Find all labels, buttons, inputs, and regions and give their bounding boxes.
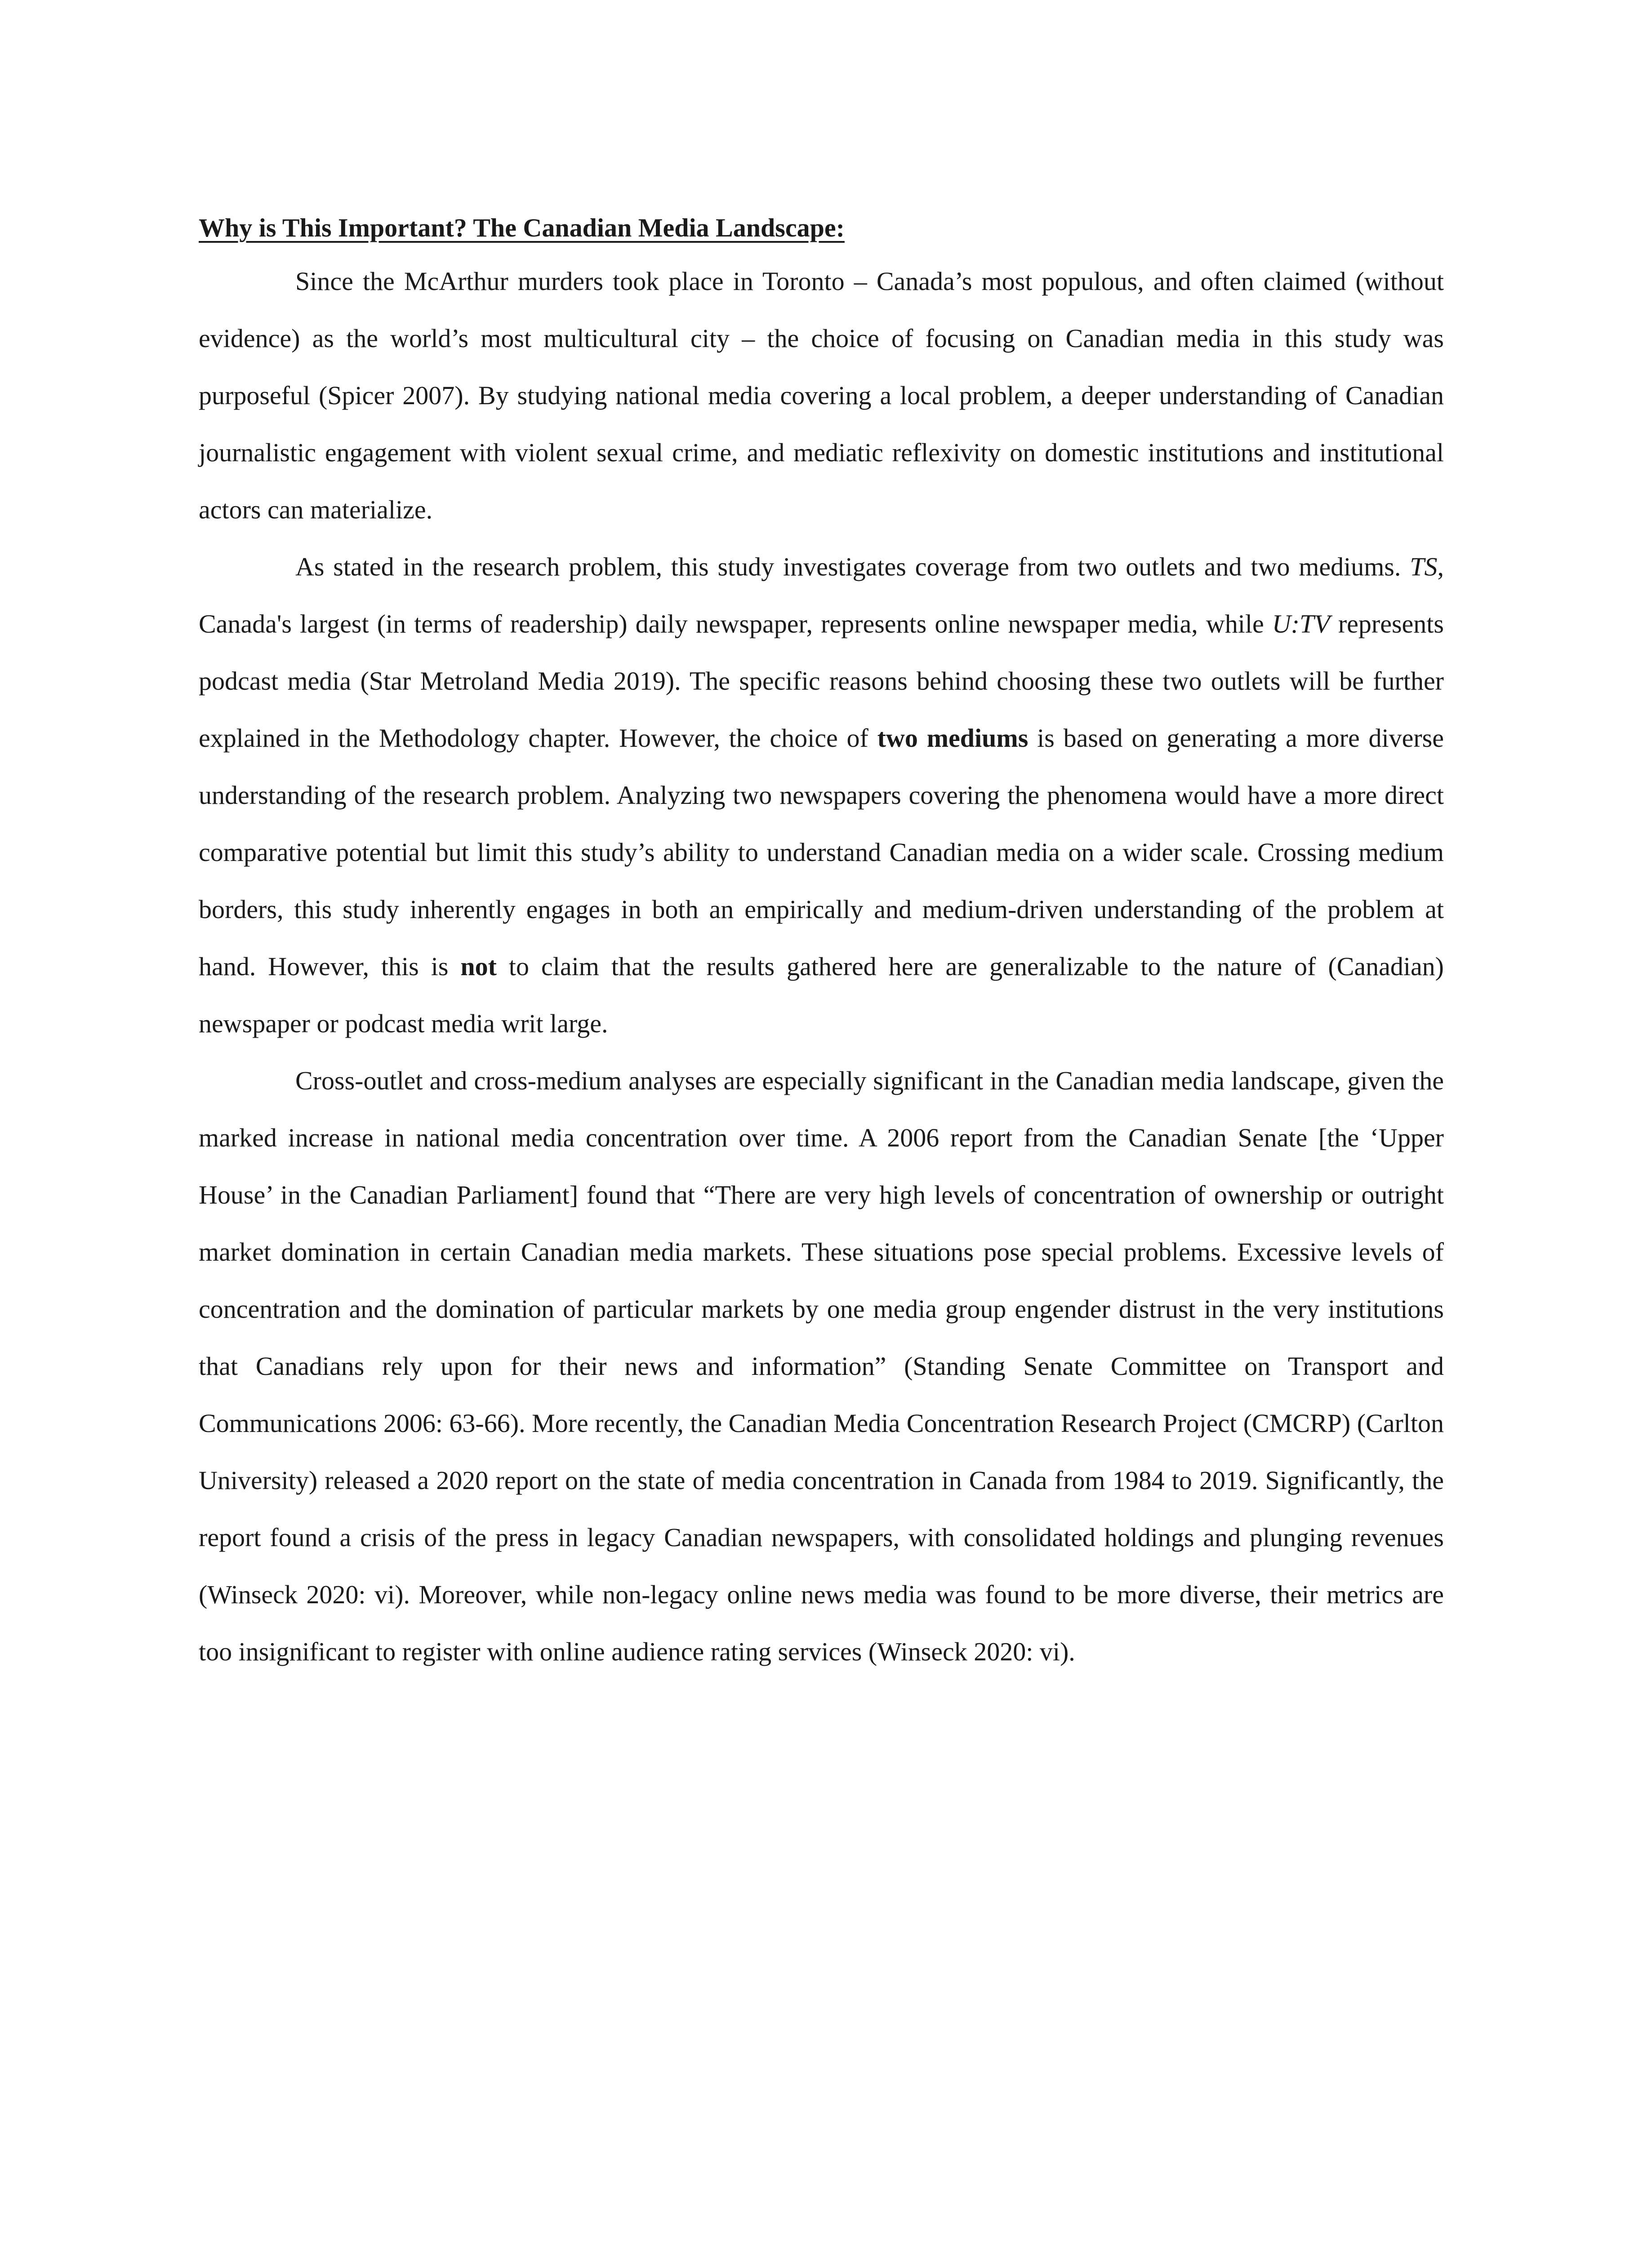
paragraph-3: Cross-outlet and cross-medium analyses are especially significant in the Canadian media landscape, given the marked increase in national media concentration over time. A 2006 report from the Canadian Senate [the ‘Upper House’ in the Canadian Parliament] found that “There are very high levels of concentration of ownership or outright market domination in certain Canadian media markets. These situations pose special problems. Excessive levels of concentration and the domination of particular markets by one media group engender distrust in the very institutions that Canadians rely upon for their news and information” (Standing Senate Committee on Transport and Communications 2006: 63-66). More recently, the Canadian Media Concentration Research Project (CMCRP) (Carlton University) released a 2020 report on the state of media concentration in Canada from 1984 to 2019. Significantly, the report found a crisis of the press in legacy Canadian newspapers, with consolidated holdings and plunging revenues (Winseck 2020: vi). Moreover, while non-legacy online news media was found to be more diverse, their metrics are too insignificant to register with online audience rating services (Winseck 2020: vi).	[199, 1066, 1444, 1666]
bold-not: not	[460, 952, 497, 981]
bold-two-mediums: two mediums	[877, 723, 1029, 753]
ts-abbreviation: TS	[1410, 552, 1438, 581]
utv-abbreviation: U:TV	[1272, 609, 1330, 638]
paragraph-2	[199, 538, 1444, 1052]
paragraph-1: Since the McArthur murders took place in Toronto – Canada’s most populous, and often claimed (without evidence) as the world’s most multicultural city – the choice of focusing on Canadian media in this study was purposeful (Spicer 2007). By studying national media covering a local problem, a deeper understanding of Canadian journalistic engagement with violent sexual crime, and mediatic reflexivity on domestic institutions and institutional actors can materialize.	[199, 267, 1444, 524]
paragraph-2-text-5: to claim that the results gathered here are generalizable to the nature of (Canadian) newspaper or podcast media writ large.	[199, 952, 1444, 1038]
paragraph-2-text-3: represents podcast media (Star Metroland Media 2019). The specific reasons behind choosing these two outlets will be further explained in the Methodology chapter. However, the choice of	[199, 609, 1444, 753]
paragraph-2-text-4: is based on generating a more diverse understanding of the research problem. Analyzing two newspapers covering the phenomena would have a more direct comparative potential but limit this study’s ability to understand Canadian media on a wider scale. Crossing medium borders, this study inherently engages in both an empirically and medium-driven understanding of the problem at hand. However, this is	[199, 723, 1444, 981]
paragraph-2-text-2: , Canada's largest (in terms of readership) daily newspaper, represents online newspaper media, while	[199, 552, 1444, 638]
section-heading: Why is This Important? The Canadian Media Landscape:	[199, 213, 845, 242]
paragraph-2-text-1: As stated in the research problem, this study investigates coverage from two outlets and two mediums.	[295, 552, 1410, 581]
body-text	[199, 203, 1444, 1680]
